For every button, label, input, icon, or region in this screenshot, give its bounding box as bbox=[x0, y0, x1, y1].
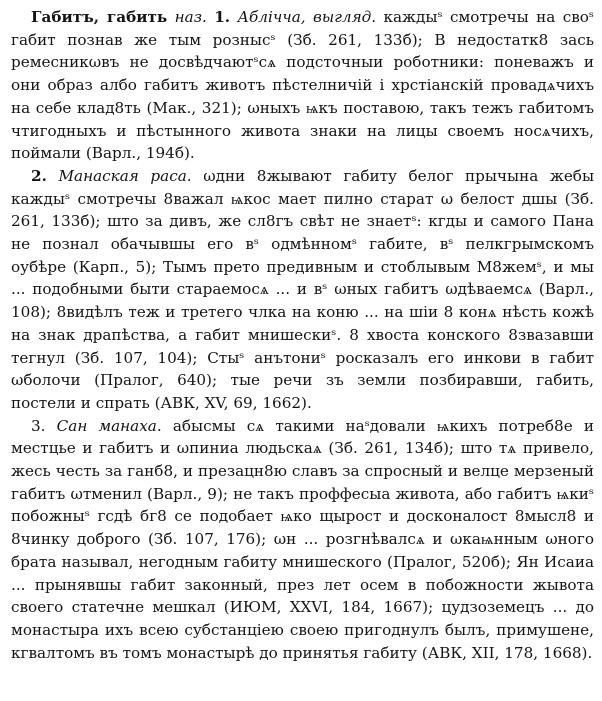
sense-2-text: ωдни 8жывают габиту белог прычына жебы каждыˢ смотречы 8важал ѩкос мает пилно старат ω белост дшы (Зб. 261, 133б); што за дивъ, же сл8гъ свѣт не знаетˢ: кгды и самого Пана не познал обачывшы его вˢ одмѣнномˢ габите, вˢ пелкгрымскомъ оубѣре (Карп., 5); Тымъ прето предивным и стоблывым М8жемˢ, и мы ... подобными быти стараемосѧ ... и вˢ ωных габитъ ωдѣваемсѧ (Варл., 108); 8видѣлъ теж и третего члка на коню ... на шіи 8 конѧ нѣсть кожѣ на знак драпѣства, а габит мнишескиˢ. 8 хвоста конского 8звазавши тегнул (Зб. 107, 104); Стыˢ анътониˢ росказалъ его инкови в габит ωболочи (Пралог, 640); тые речи зъ земли позбиравши, габить, постели и спрать (АВК, XV, 69, 1662). bbox=[11, 166, 595, 412]
sense-1-gloss: Аблічча, выгляд. bbox=[237, 8, 377, 26]
sense-2-gloss: Манаская раса. bbox=[58, 166, 192, 185]
sense-3-gloss: Сан манаха. bbox=[56, 416, 162, 435]
sense-1-number: 1. bbox=[214, 8, 231, 26]
sense-2 bbox=[11, 165, 594, 415]
sense-1-text: каждыˢ смотречы на своˢ габит познав же тым рознысˢ (Зб. 261, 133б); В недостатк8 зась ремесникωвъ не досвѣдчаютˢсѧ подсточныи роботники: поневажъ и они образ албо габитъ животъ пѣстелничій і хрстіанскій провадѧчихъ на себе клад8ть (Мак., 321); ωныхъ ѩкъ поставою, такъ тежъ габитомъ чтигодныхъ и пѣстынного живота знаки на лицы своемъ носѧчихъ, поймали (Варл., 194б). bbox=[11, 8, 595, 163]
sense-3 bbox=[11, 415, 594, 665]
headword: Габитъ, габить bbox=[31, 8, 168, 26]
sense-3-number: 3. bbox=[31, 416, 46, 435]
sense-3-text: абысмы сѧ такими наˢдовали ѩкихъ потреб8е и местцье и габитъ и ωпиниа людьскаѧ (Зб. 261, 134б); што тѧ привело, жесь честь за ганб8, и презацн8ю славъ за спросный и велце мерзеный габитъ ωтменил (Варл., 9); не такъ проффесыа живота, або габитъ ѩкиˢ побожныˢ гсдѣ бг8 се подобает ѩко щырост и досконалост 8мысл8 и 8чинку доброго (Зб. 107, 176); ωн ... розгнѣвалсѧ и ωкаѩнным ωного брата называл, негодным габиту мнишеского (Пралог, 520б); Ян Исаиа ... прынявшы габит законный, през лет осем в побожности жывота своего статечне мешкал (ИЮМ, XXVI, 184, 1667); цудзоземецъ ... до монастыра ихъ всею субстанціею своею пригоднулъ былъ, примушене, кгвалтомъ въ томъ монастырѣ до принятья габиту (АВК, XII, 178, 1668). bbox=[11, 416, 594, 662]
part-of-speech: наз. bbox=[174, 8, 207, 26]
sense-2-number: 2. bbox=[31, 166, 47, 185]
sense-1 bbox=[11, 6, 594, 165]
